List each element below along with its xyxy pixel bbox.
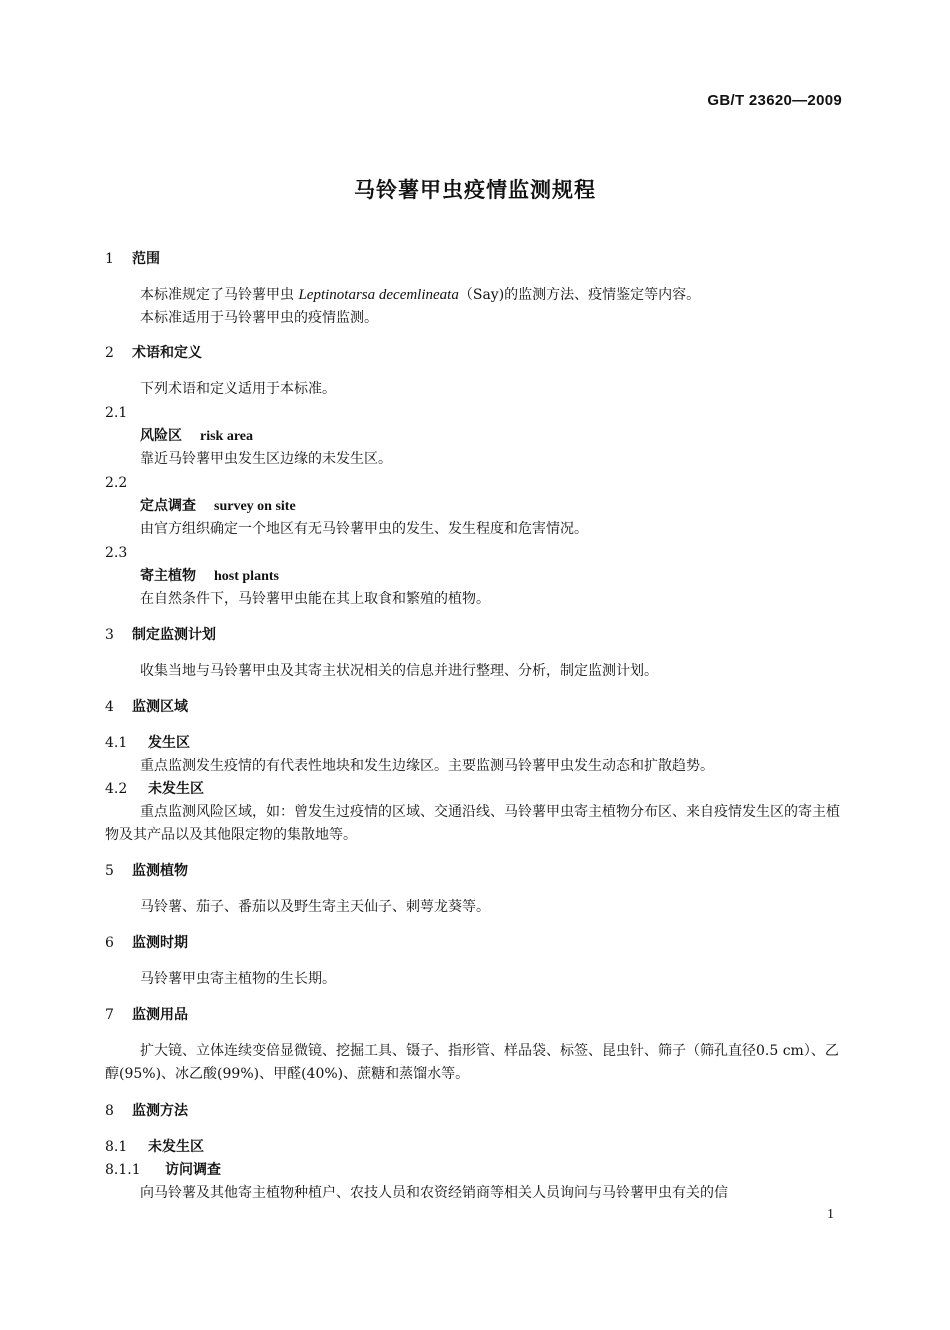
subsection-number: 4.1 — [105, 735, 128, 751]
subsection-title: 未发生区 — [148, 781, 204, 797]
section-number: 5 — [105, 863, 114, 879]
term-entry — [140, 565, 950, 588]
term-en: host plants — [214, 569, 279, 584]
section-1-paragraph-2: 本标准适用于马铃薯甲虫的疫情监测。 — [140, 310, 378, 326]
subsection-8-1-1-heading — [105, 1159, 950, 1182]
page-number: 1 — [827, 1207, 834, 1222]
term-number: 2.3 — [105, 545, 128, 561]
section-3-paragraph: 收集当地与马铃薯甲虫及其寄主状况相关的信息并进行整理、分析，制定监测计划。 — [140, 663, 658, 679]
term-definition: 在自然条件下，马铃薯甲虫能在其上取食和繁殖的植物。 — [140, 591, 490, 607]
section-3-heading — [105, 624, 950, 647]
term-en: risk area — [200, 429, 254, 444]
term-definition: 由官方组织确定一个地区有无马铃薯甲虫的发生、发生程度和危害情况。 — [140, 521, 588, 537]
section-7-heading — [105, 1004, 950, 1027]
subsection-title: 未发生区 — [148, 1139, 204, 1155]
term-zh: 风险区 — [140, 428, 182, 444]
section-number: 2 — [105, 345, 114, 361]
term-entry — [140, 495, 950, 518]
subsection-number: 8.1 — [105, 1139, 128, 1155]
section-title: 监测方法 — [132, 1103, 188, 1119]
section-title: 监测时期 — [132, 935, 188, 951]
term-en: survey on site — [214, 499, 296, 514]
section-6-paragraph: 马铃薯甲虫寄主植物的生长期。 — [140, 971, 336, 987]
document-title: 马铃薯甲虫疫情监测规程 — [354, 178, 596, 202]
term-number: 2.1 — [105, 405, 128, 421]
subsection-4-1-paragraph: 重点监测发生疫情的有代表性地块和发生边缘区。主要监测马铃薯甲虫发生动态和扩散趋势。 — [140, 758, 714, 774]
section-2-heading — [105, 342, 950, 365]
term-zh: 定点调查 — [140, 498, 196, 514]
subsection-8-1-heading — [105, 1136, 950, 1159]
term-zh: 寄主植物 — [140, 568, 196, 584]
section-title: 术语和定义 — [132, 345, 202, 361]
subsection-title: 访问调查 — [165, 1162, 221, 1178]
section-1-heading — [105, 248, 950, 271]
subsection-4-2-heading — [105, 778, 950, 801]
subsection-number: 8.1.1 — [105, 1162, 141, 1178]
section-8-heading — [105, 1100, 950, 1123]
subsection-title: 发生区 — [148, 735, 190, 751]
section-5-heading — [105, 860, 950, 883]
subsection-4-2-paragraph: 重点监测风险区域，如：曾发生过疫情的区域、交通沿线、马铃薯甲虫寄主植物分布区、来自疫情发生区的寄主植物及其产品以及其他限定物的集散地等。 — [105, 804, 840, 843]
subsection-number: 4.2 — [105, 781, 128, 797]
section-4-heading — [105, 696, 950, 719]
section-number: 8 — [105, 1103, 114, 1119]
section-1-paragraph-1 — [140, 284, 840, 307]
section-number: 1 — [105, 251, 114, 267]
section-title: 监测用品 — [132, 1007, 188, 1023]
section-number: 3 — [105, 627, 114, 643]
section-7-paragraph: 扩大镜、立体连续变倍显微镜、挖掘工具、镊子、指形管、样品袋、标签、昆虫针、筛子（筛孔直径0.5 cm）、乙醇(95%)、冰乙酸(99%)、甲醛(40%)、蔗糖和蒸馏水等。 — [105, 1043, 839, 1082]
section-number: 7 — [105, 1007, 114, 1023]
term-definition: 靠近马铃薯甲虫发生区边缘的未发生区。 — [140, 451, 392, 467]
subsection-8-1-1-paragraph: 向马铃薯及其他寄主植物种植户、农技人员和农资经销商等相关人员询问与马铃薯甲虫有关的信 — [140, 1185, 728, 1201]
text: 本标准规定了马铃薯甲虫 — [140, 287, 299, 303]
term-entry — [140, 425, 950, 448]
section-number: 4 — [105, 699, 114, 715]
section-5-paragraph: 马铃薯、茄子、番茄以及野生寄主天仙子、刺萼龙葵等。 — [140, 899, 490, 915]
subsection-4-1-heading — [105, 732, 950, 755]
section-6-heading — [105, 932, 950, 955]
section-title: 监测区域 — [132, 699, 188, 715]
section-title: 制定监测计划 — [132, 627, 216, 643]
term-number: 2.2 — [105, 475, 128, 491]
standard-number: GB/T 23620—2009 — [707, 92, 842, 109]
section-number: 6 — [105, 935, 114, 951]
section-title: 范围 — [132, 251, 160, 267]
section-title: 监测植物 — [132, 863, 188, 879]
scientific-name: Leptinotarsa decemlineata — [298, 287, 459, 303]
text: （Say)的监测方法、疫情鉴定等内容。 — [458, 287, 701, 303]
section-2-intro: 下列术语和定义适用于本标准。 — [140, 381, 336, 397]
